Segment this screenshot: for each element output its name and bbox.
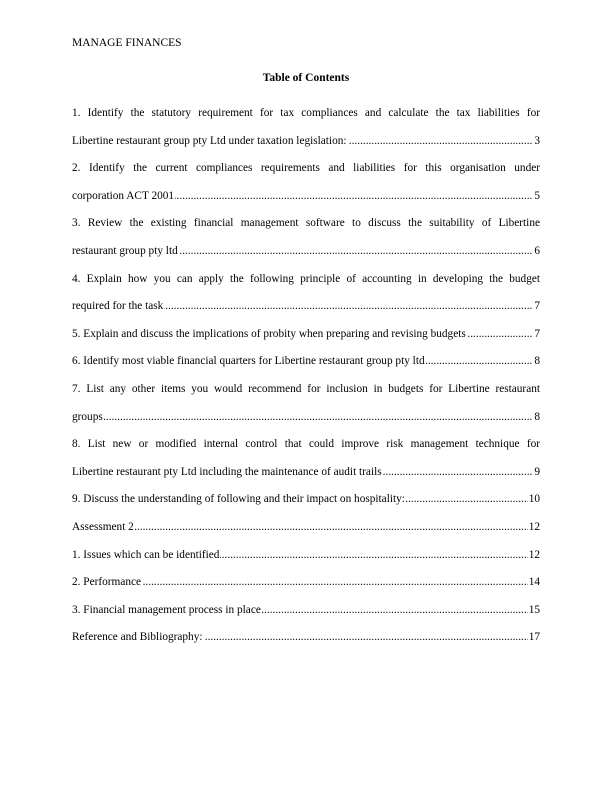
toc-entry-page: 17	[528, 624, 540, 652]
table-of-contents	[72, 100, 540, 652]
toc-entry[interactable]	[72, 293, 540, 321]
toc-entry-text: corporation ACT 2001	[72, 189, 175, 202]
toc-entry[interactable]	[72, 597, 540, 625]
toc-entry-page: 12	[528, 542, 540, 570]
toc-entry[interactable]	[72, 514, 540, 542]
toc-entry-page: 8	[533, 348, 540, 376]
toc-entry-text: Reference and Bibliography:	[72, 631, 203, 644]
toc-entry-text: Libertine restaurant group pty Ltd under taxation legislation:	[72, 134, 347, 147]
toc-entry[interactable]	[72, 321, 540, 349]
toc-entry-text: Libertine restaurant pty Ltd including the maintenance of audit trails	[72, 465, 382, 478]
toc-entry-text: 1. Issues which can be identified	[72, 548, 220, 561]
toc-entry[interactable]	[72, 128, 540, 156]
toc-entry[interactable]	[72, 459, 540, 487]
page-header: MANAGE FINANCES	[72, 37, 182, 49]
toc-title: Table of Contents	[262, 72, 350, 84]
toc-entry-text: 2. Performance	[72, 576, 142, 589]
toc-entry-page: 5	[533, 183, 540, 211]
toc-entry-page: 14	[528, 569, 540, 597]
toc-entry-page: 6	[533, 238, 540, 266]
toc-entry[interactable]	[72, 542, 540, 570]
toc-entry-wrap-line[interactable]: 4. Explain how you can apply the following principle of accounting in developing the budget	[72, 272, 540, 285]
toc-entry[interactable]	[72, 486, 540, 514]
toc-entry-page: 8	[533, 404, 540, 432]
toc-entry[interactable]	[72, 404, 540, 432]
toc-entry-page: 7	[533, 321, 540, 349]
toc-entry-wrap-line[interactable]: 1. Identify the statutory requirement for tax compliances and calculate the tax liabilities for	[72, 107, 540, 119]
toc-entry-wrap-line[interactable]: 2. Identify the current compliances requirements and liabilities for this organisation under	[72, 162, 540, 175]
toc-entry-text: restaurant group pty ltd	[72, 244, 178, 257]
toc-entry[interactable]	[72, 238, 540, 266]
toc-entry[interactable]	[72, 569, 540, 597]
toc-entry[interactable]	[72, 624, 540, 652]
toc-entry[interactable]	[72, 348, 540, 376]
toc-entry-text: groups	[72, 410, 103, 423]
toc-entry-page: 9	[533, 459, 540, 487]
toc-entry-page: 12	[528, 514, 540, 542]
toc-entry-page: 3	[533, 128, 540, 156]
toc-entry-text: 6. Identify most viable financial quarters for Libertine restaurant group pty ltd	[72, 355, 425, 368]
toc-entry-page: 7	[533, 293, 540, 321]
toc-entry-wrap-line[interactable]: 7. List any other items you would recommend for inclusion in budgets for Libertine restaurant	[72, 382, 540, 395]
toc-entry-text: 5. Explain and discuss the implications of probity when preparing and revising budgets	[72, 327, 466, 340]
toc-entry-text: Assessment 2	[72, 520, 134, 533]
toc-entry-text: 9. Discuss the understanding of following and their impact on hospitality:	[72, 493, 405, 506]
toc-entry-page: 15	[528, 597, 540, 625]
toc-entry-wrap-line[interactable]: 3. Review the existing financial management software to discuss the suitability of Libertine	[72, 217, 540, 230]
toc-entry-wrap-line[interactable]: 8. List new or modified internal control that could improve risk management technique for	[72, 438, 540, 451]
toc-entry[interactable]	[72, 183, 540, 211]
toc-entry-page: 10	[528, 486, 540, 514]
toc-entry-text: required for the task	[72, 300, 164, 313]
toc-entry-text: 3. Financial management process in place	[72, 603, 261, 616]
